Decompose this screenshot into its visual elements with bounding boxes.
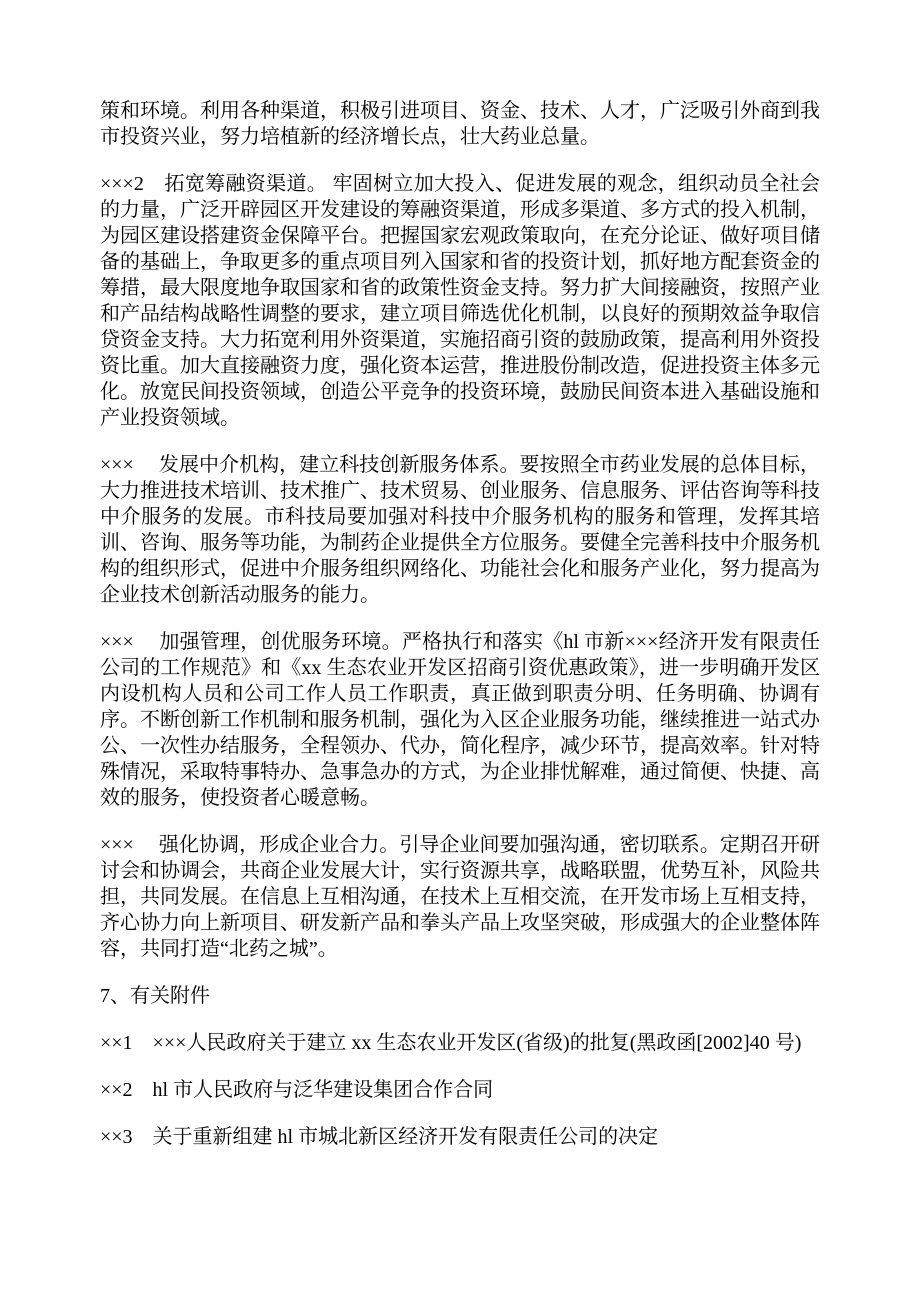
paragraph-continuation: 策和环境。利用各种渠道，积极引进项目、资金、技术、人才，广泛吸引外商到我市投资兴业，努力培植新的经济增长点，壮大药业总量。	[100, 100, 820, 148]
attachment-item-1: ××1 ×××人民政府关于建立 xx 生态农业开发区(省级)的批复(黑政函[2002]40 号)	[100, 1032, 802, 1054]
attachment-item-2: ××2 hl 市人民政府与泛华建设集团合作合同	[100, 1079, 494, 1101]
paragraph-intermediary-agencies: ××× 发展中介机构，建立科技创新服务体系。要按照全市药业发展的总体目标，大力推进技术培训、技术推广、技术贸易、创业服务、信息服务、评估咨询等科技中介服务的发展。市科技局要加强对科技中介服务机构的服务和管理，发挥其培训、咨询、服务等功能，为制药企业提供全方位服务。要健全完善科技中介服务机构的组织形式，促进中介服务组织网络化、功能社会化和服务产业化，努力提高为企业技术创新活动服务的能力。	[100, 454, 820, 606]
paragraph-strengthen-coordination: ××× 强化协调，形成企业合力。引导企业间要加强沟通，密切联系。定期召开研讨会和协调会，共商企业发展大计，实行资源共享，战略联盟，优势互补，风险共担，共同发展。在信息上互相沟通，在技术上互相交流，在开发市场上互相支持，齐心协力向上新项目、研发新产品和拳头产品上攻坚突破，形成强大的企业整体阵容，共同打造“北药之城”。	[100, 834, 820, 960]
paragraph-strengthen-management: ××× 加强管理，创优服务环境。严格执行和落实《hl 市新×××经济开发有限责任公司的工作规范》和《xx 生态农业开发区招商引资优惠政策》，进一步明确开发区内设机构人员和公司工作人员工作职责，真正做到职责分明、任务明确、协调有序。不断创新工作机制和服务机制，强化为入区企业服务功能，继续推进一站式办公、一次性办结服务，全程领办、代办，简化程序，减少环节，提高效率。针对特殊情况，采取特事特办、急事急办的方式，为企业排忧解难，通过简便、快捷、高效的服务，使投资者心暖意畅。	[100, 631, 820, 809]
heading-attachments: 7、有关附件	[100, 985, 210, 1007]
paragraph-financing-channels: ×××2 拓宽筹融资渠道。 牢固树立加大投入、促进发展的观念，组织动员全社会的力量，广泛开辟园区开发建设的筹融资渠道，形成多渠道、多方式的投入机制，为园区建设搭建资金保障平台。把握国家宏观政策取向，在充分论证、做好项目储备的基础上，争取更多的重点项目列入国家和省的投资计划，抓好地方配套资金的筹措，最大限度地争取国家和省的政策性资金支持。努力扩大间接融资，按照产业和产品结构战略性调整的要求，建立项目筛选优化机制，以良好的预期效益争取信贷资金支持。大力拓宽利用外资渠道，实施招商引资的鼓励政策，提高利用外资投资比重。加大直接融资力度，强化资本运营，推进股份制改造，促进投资主体多元化。放宽民间投资领域，创造公平竞争的投资环境，鼓励民间资本进入基础设施和产业投资领域。	[100, 173, 820, 429]
attachment-item-3: ××3 关于重新组建 hl 市城北新区经济开发有限责任公司的决定	[100, 1126, 659, 1148]
